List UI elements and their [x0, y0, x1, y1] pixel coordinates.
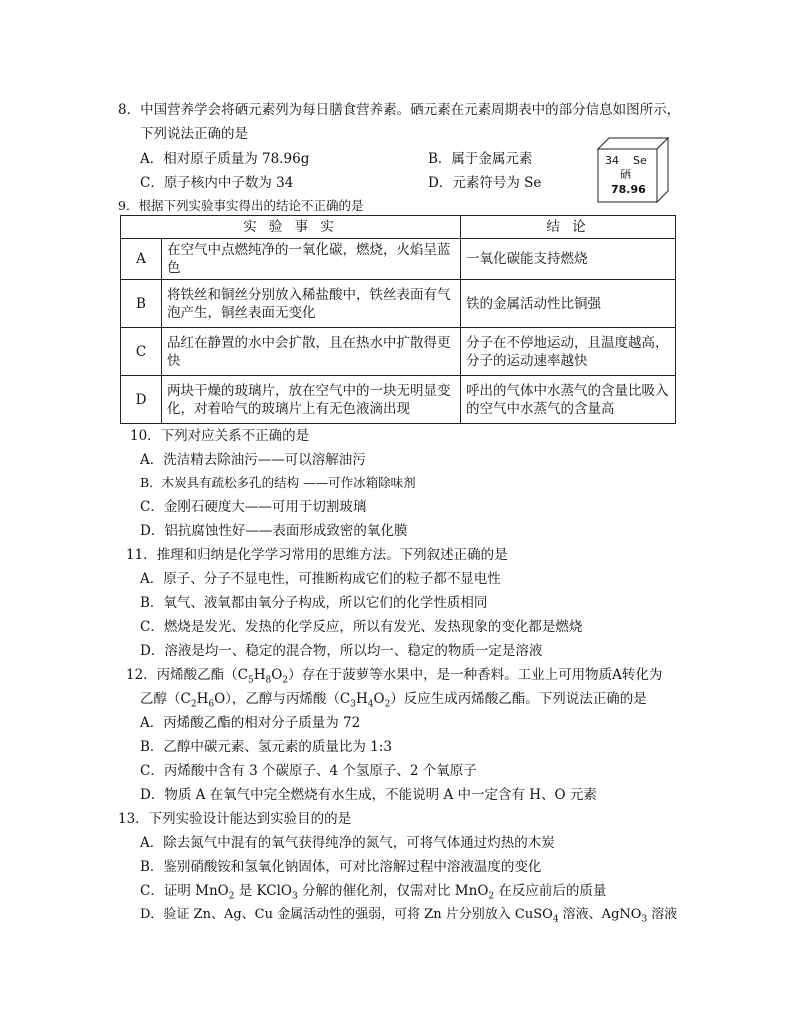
q9-row-conclusion: 一氧化碳能支持燃烧: [461, 239, 676, 280]
q12-stem-line2: [140, 690, 647, 708]
q11-option-c: C．燃烧是发光、发热的化学反应，所以有发光、发热现象的变化都是燃烧: [140, 619, 583, 635]
q9-row-fact: 品红在静置的水中会扩散，且在热水中扩散得更快: [162, 328, 461, 376]
q12-sub: 5: [248, 675, 254, 686]
q13-stem: 13．下列实验设计能达到实验目的的是: [118, 811, 352, 827]
q12-option-d: D．物质 A 在氧气中完全燃烧有水生成，不能说明 A 中一定含有 H、O 元素: [140, 787, 597, 803]
q9-row-label: A: [121, 239, 162, 280]
q13-text: 溶液: [647, 907, 678, 922]
q12-text: O: [373, 691, 385, 707]
q8-option-b: B．属于金属元素: [428, 151, 533, 167]
q12-option-c: C．丙烯酸中含有 3 个碳原子、4 个氢原子、2 个氧原子: [140, 763, 477, 779]
q9-row-label: B: [121, 280, 162, 328]
q10-option-d: D．铝抗腐蚀性好——表面形成致密的氧化膜: [140, 523, 408, 539]
q12-sub: 6: [208, 699, 215, 710]
q13-text: 分解的催化剂，仅需对比 MnO: [297, 883, 489, 899]
q12-sub: 4: [367, 699, 374, 710]
q13-text: 是 KClO: [234, 883, 292, 899]
q13-option-c: [140, 882, 606, 900]
element-number: 34: [605, 154, 619, 167]
q9-row-conclusion: 铁的金属活动性比铜强: [461, 280, 676, 328]
table-row: [121, 328, 676, 376]
table-row: [121, 376, 676, 424]
q10-stem: 10．下列对应关系不正确的是: [130, 428, 310, 444]
q9-header-row: [121, 216, 676, 239]
q8-option-a: A．相对原子质量为 78.96g: [140, 151, 310, 167]
q13-text: 溶液、AgNO: [558, 907, 642, 922]
selenium-element-tile: [597, 137, 669, 203]
q8-stem-line1: 8．中国营养学会将硒元素列为每日膳食营养素。硒元素在元素周期表中的部分信息如图所示，: [118, 102, 681, 118]
q9-row-conclusion: 呼出的气体中水蒸气的含量比吸入的空气中水蒸气的含量高: [461, 376, 676, 424]
q13-text: C．证明 MnO: [140, 883, 229, 899]
q11-option-a: A．原子、分子不显电性，可推断构成它们的粒子都不显电性: [140, 571, 501, 587]
q12-text: H: [196, 691, 209, 707]
q13-option-b: B．鉴别硝酸铵和氢氧化钠固体，可对比溶解过程中溶液温度的变化: [140, 859, 542, 875]
q11-option-d: D．溶液是均一、稳定的混合物，所以均一、稳定的物质一定是溶液: [140, 643, 543, 659]
q9-row-label: C: [121, 328, 162, 376]
q12-sub: 2: [384, 699, 391, 710]
q13-text: D．验证 Zn、Ag、Cu 金属活动性的强弱，可将 Zn 片分别放入 CuSO: [140, 907, 553, 922]
q13-sub: 3: [641, 914, 648, 925]
q13-option-a: A．除去氮气中混有的氧气获得纯净的氮气，可将气体通过灼热的木炭: [140, 835, 555, 851]
q12-text: H: [355, 691, 368, 707]
q9-header-conclusion: 结 论: [461, 216, 676, 239]
q13-sub: 2: [228, 891, 235, 902]
q12-text: 12．丙烯酸乙酯（C: [126, 667, 249, 683]
q8-option-c: C．原子核内中子数为 34: [140, 175, 294, 191]
q13-sub: 4: [552, 914, 559, 925]
q9-stem: 9．根据下列实验事实得出的结论不正确的是: [118, 198, 364, 213]
q12-option-b: B．乙醇中碳元素、氢元素的质量比为 1:3: [140, 739, 392, 755]
element-symbol: Se: [633, 154, 647, 167]
q8-option-d: D．元素符号为 Se: [428, 175, 542, 191]
q13-text: 在反应前后的质量: [494, 883, 607, 899]
q12-option-a: A．丙烯酸乙酯的相对分子质量为 72: [140, 715, 361, 731]
q9-header-fact: 实 验 事 实: [121, 216, 461, 239]
q10-option-c: C．金刚石硬度大——可用于切割玻璃: [140, 499, 367, 515]
q12-sub: 2: [282, 675, 289, 686]
q12-text: O: [271, 667, 283, 683]
q12-sub: 3: [350, 699, 356, 710]
q12-sub: 8: [265, 675, 272, 686]
q11-option-b: B．氧气、液氧都由氧分子构成，所以它们的化学性质相同: [140, 595, 488, 611]
element-mass: 78.96: [611, 183, 646, 196]
q12-text: ）反应生成丙烯酸乙酯。下列说法正确的是: [390, 691, 647, 707]
q9-table: [120, 215, 676, 424]
q8-stem-line2: 下列说法正确的是: [140, 126, 248, 142]
table-row: [121, 280, 676, 328]
q9-row-fact: 在空气中点燃纯净的一氧化碳，燃烧，火焰呈蓝色: [162, 239, 461, 280]
q12-text: 乙醇（C: [140, 691, 191, 707]
q9-row-fact: 两块干燥的玻璃片，放在空气中的一块无明显变化，对着哈气的玻璃片上有无色液滴出现: [162, 376, 461, 424]
q12-text: O），乙醇与丙烯酸（C: [214, 691, 351, 707]
q10-option-a: A．洗洁精去除油污——可以溶解油污: [140, 452, 366, 468]
q12-sub: 2: [190, 699, 197, 710]
q9-row-label: D: [121, 376, 162, 424]
q9-row-fact: 将铁丝和铜丝分别放入稀盐酸中，铁丝表面有气泡产生，铜丝表面无变化: [162, 280, 461, 328]
q12-stem-line1: [126, 666, 662, 684]
element-name: 硒: [620, 168, 631, 181]
q13-sub: 2: [488, 891, 495, 902]
q13-sub: 3: [291, 891, 298, 902]
q13-option-d: [140, 906, 677, 924]
q10-option-b: B．木炭具有疏松多孔的结构 ——可作冰箱除味剂: [140, 475, 416, 490]
q9-row-conclusion: 分子在不停地运动，且温度越高，分子的运动速率越快: [461, 328, 676, 376]
q12-text: H: [253, 667, 266, 683]
table-row: [121, 239, 676, 280]
q12-text: ）存在于菠萝等水果中，是一种香料。工业上可用物质A转化为: [288, 667, 663, 683]
q11-stem: 11．推理和归纳是化学学习常用的思维方法。下列叙述正确的是: [126, 547, 508, 563]
